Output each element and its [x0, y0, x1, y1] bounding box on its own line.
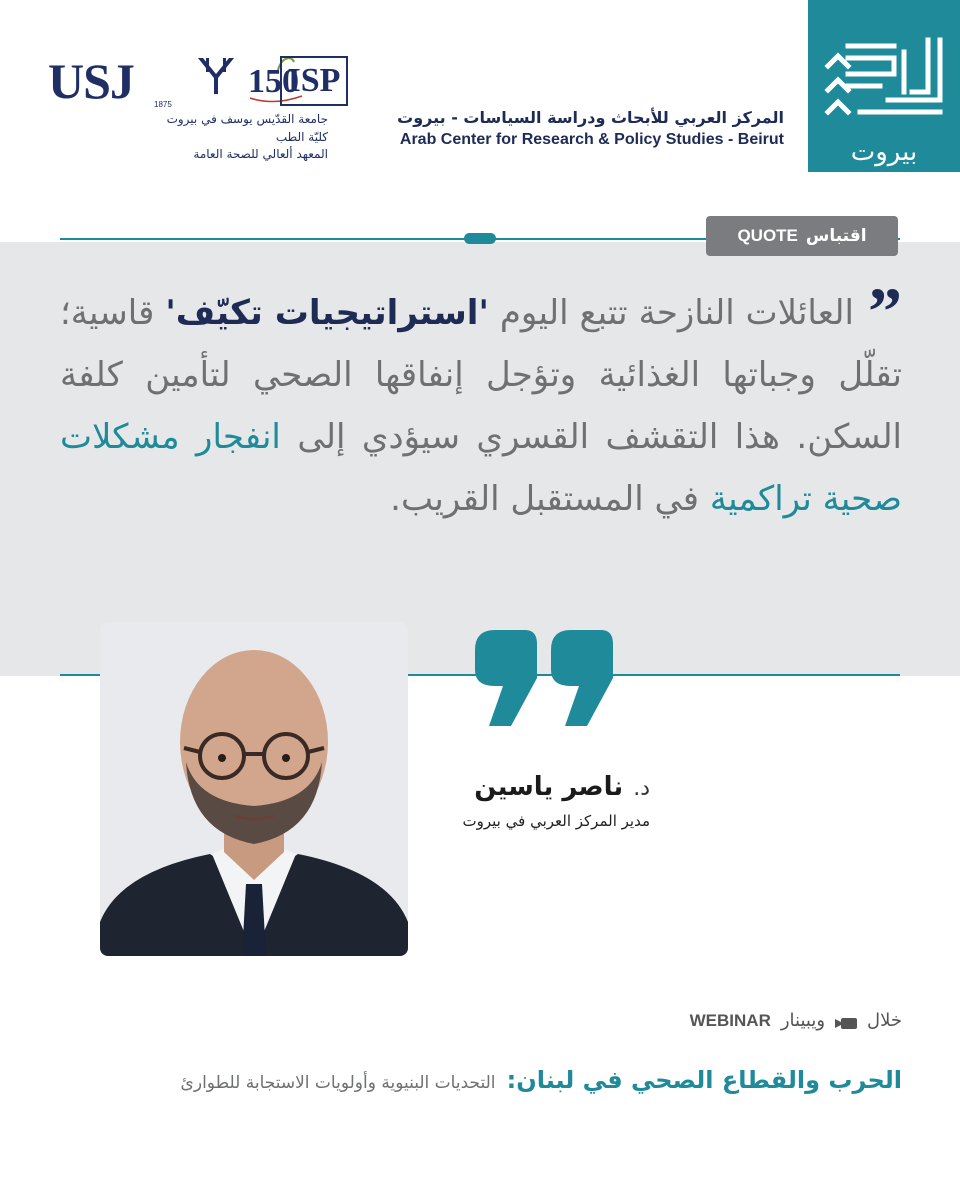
usj-emblem-icon [196, 56, 236, 96]
quote-label-arabic: اقتباس [805, 226, 867, 246]
isp-logo-text: ISP [287, 62, 341, 99]
usj-institute: المعهد ألعالي للصحة العامة [193, 147, 328, 161]
acrps-name-english: Arab Center for Research & Policy Studies - Beirut [399, 131, 784, 148]
quote-text [60, 273, 902, 530]
acrps-calligraphy-icon [808, 0, 960, 172]
during-label: خلال [867, 1010, 902, 1031]
usj-founded-year: 1875 [154, 100, 172, 109]
video-camera-icon [835, 1014, 857, 1028]
anniversary-150-text: 150 [248, 63, 299, 100]
usj-isp-logo-block [48, 48, 368, 161]
quote-accent: انفجار مشكلات صحية تراكمية [60, 417, 902, 519]
acrps-brand-city: بيروت [850, 137, 918, 167]
quote-part-3: في المستقبل القريب. [390, 479, 710, 519]
usj-logo: USJ [48, 53, 134, 109]
speaker-name [360, 772, 650, 802]
quote-part-1: العائلات النازحة تتبع اليوم [488, 293, 854, 333]
quote-mark-icon: ” [868, 273, 902, 349]
event-type-row [560, 1010, 902, 1031]
usj-arabic-name: جامعة القدّيس يوسف في بيروت [166, 112, 328, 126]
quote-label-badge [706, 216, 898, 256]
acrps-brand-logo [808, 0, 960, 172]
webinar-label-arabic: ويبينار [780, 1010, 826, 1031]
webinar-label-english: WEBINAR [689, 1010, 771, 1030]
event-subtitle: التحديات البنيوية وأولويات الاستجابة للطوارئ [180, 1073, 496, 1093]
speaker-name-text: ناصر ياسين [474, 772, 624, 802]
speaker-prefix: د. [633, 776, 650, 801]
divider-dot [464, 233, 496, 244]
speaker-role: مدير المركز العربي في بيروت [462, 812, 650, 830]
isp-logo [280, 56, 348, 106]
usj-faculty: كليّة الطب [275, 130, 328, 144]
quote-highlight: 'استراتيجيات تكيّف' [165, 293, 489, 333]
large-quote-icon [475, 630, 615, 730]
quote-label-english: QUOTE [737, 226, 798, 245]
quote-part-2: قاسية؛ تقلّل وجباتها الغذائية وتؤجل إنفاقها الصحي لتأمين كلفة السكن. هذا التقشف القسري سيؤدي إلى [60, 293, 902, 457]
acrps-name-arabic: المركز العربي للأبحاث ودراسة السياسات - بيروت [397, 108, 784, 127]
event-title-row [50, 1066, 902, 1094]
event-title: الحرب والقطاع الصحي في لبنان: [506, 1066, 902, 1094]
